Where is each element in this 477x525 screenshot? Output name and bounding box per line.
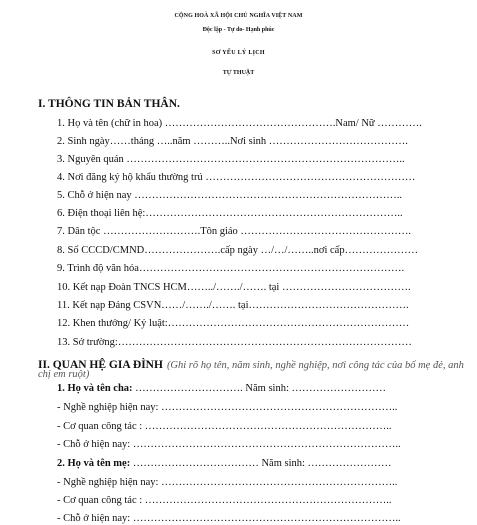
field-father-occupation: - Nghề nghiệp hiện nay: …………………………………………………………..	[57, 402, 398, 413]
field-father-residence: - Chỗ ở hiện nay: …………………………………………………………………..	[57, 439, 401, 450]
document-subtitle: TỰ THUẬT	[222, 70, 255, 76]
section-2-note: (Ghi rõ họ tên, năm sinh, nghề nghiệp, nơi công tác của bố mẹ đẻ, anh	[166, 360, 464, 371]
field-ethnicity-religion: 7. Dân tộc ……………………….Tôn giáo ………………………………………….	[57, 226, 412, 237]
field-permanent-residence: 4. Nơi đăng ký hộ khẩu thường trú ……………………………………………………	[57, 172, 416, 183]
father-name-label: 1. Họ và tên cha:	[57, 383, 133, 394]
field-father-name-row	[57, 383, 386, 394]
national-motto: Độc lập - Tự do- Hạnh phúc	[202, 27, 275, 33]
father-name-blank: …………………………. Năm sinh: ………………………	[132, 383, 387, 394]
mother-name-label: 2. Họ và tên mẹ:	[57, 458, 131, 469]
field-rewards-discipline: 12. Khen thưởng/ Kỷ luật:……………………………………………………………	[57, 318, 410, 329]
field-birth-date: 2. Sinh ngày……tháng …..năm ………..Nơi sinh ………………………………….	[57, 136, 408, 147]
field-current-address: 5. Chỗ ở hiện nay …………………………………………………………………..	[57, 190, 403, 201]
field-education: 9. Trình độ văn hóa………………………………………………………………….	[57, 263, 405, 274]
field-id-card: 8. Số CCCD/CMND………………….cấp ngày …/…/……..nơi cấp…………………	[57, 245, 419, 256]
document-title: SƠ YẾU LÝ LỊCH	[212, 50, 265, 56]
field-mother-name-row	[57, 458, 392, 469]
section-2-note-continued: chị em ruột)	[38, 369, 90, 380]
section-2-heading: II. QUAN HỆ GIA ĐÌNH	[38, 359, 163, 371]
field-youth-union: 10. Kết nạp Đoàn TNCS HCM……../……./……. tại ……………………………….	[57, 282, 411, 293]
field-mother-workplace: - Cơ quan công tác : ……………………………………………………………..	[57, 495, 392, 506]
field-strengths: 13. Sở trường:…………………………………………………………………………	[57, 337, 412, 348]
field-mother-occupation: - Nghề nghiệp hiện nay: …………………………………………………………..	[57, 477, 398, 488]
field-full-name: 1. Họ và tên (chữ in hoa) ………………………………………….Nam/ Nữ ………….	[57, 118, 422, 129]
field-mother-residence: - Chỗ ở hiện nay: …………………………………………………………………..	[57, 513, 401, 524]
mother-name-blank: ……………………………… Năm sinh: ……………………	[130, 458, 392, 469]
national-title: CỘNG HOÀ XÃ HỘI CHỦ NGHĨA VIỆT NAM	[174, 13, 303, 19]
field-party: 11. Kết nạp Đảng CSVN……/……./……. tại……………………………………….	[57, 300, 409, 311]
field-father-workplace: - Cơ quan công tác : ……………………………………………………………..	[57, 421, 392, 432]
section-1-heading: I. THÔNG TIN BẢN THÂN.	[38, 98, 180, 110]
field-hometown: 3. Nguyên quán ……………………………………………………………………..	[57, 154, 405, 165]
section-2-heading-row	[38, 355, 464, 373]
field-phone: 6. Điện thoại liên hệ:………………………………………………………………..	[57, 208, 403, 219]
